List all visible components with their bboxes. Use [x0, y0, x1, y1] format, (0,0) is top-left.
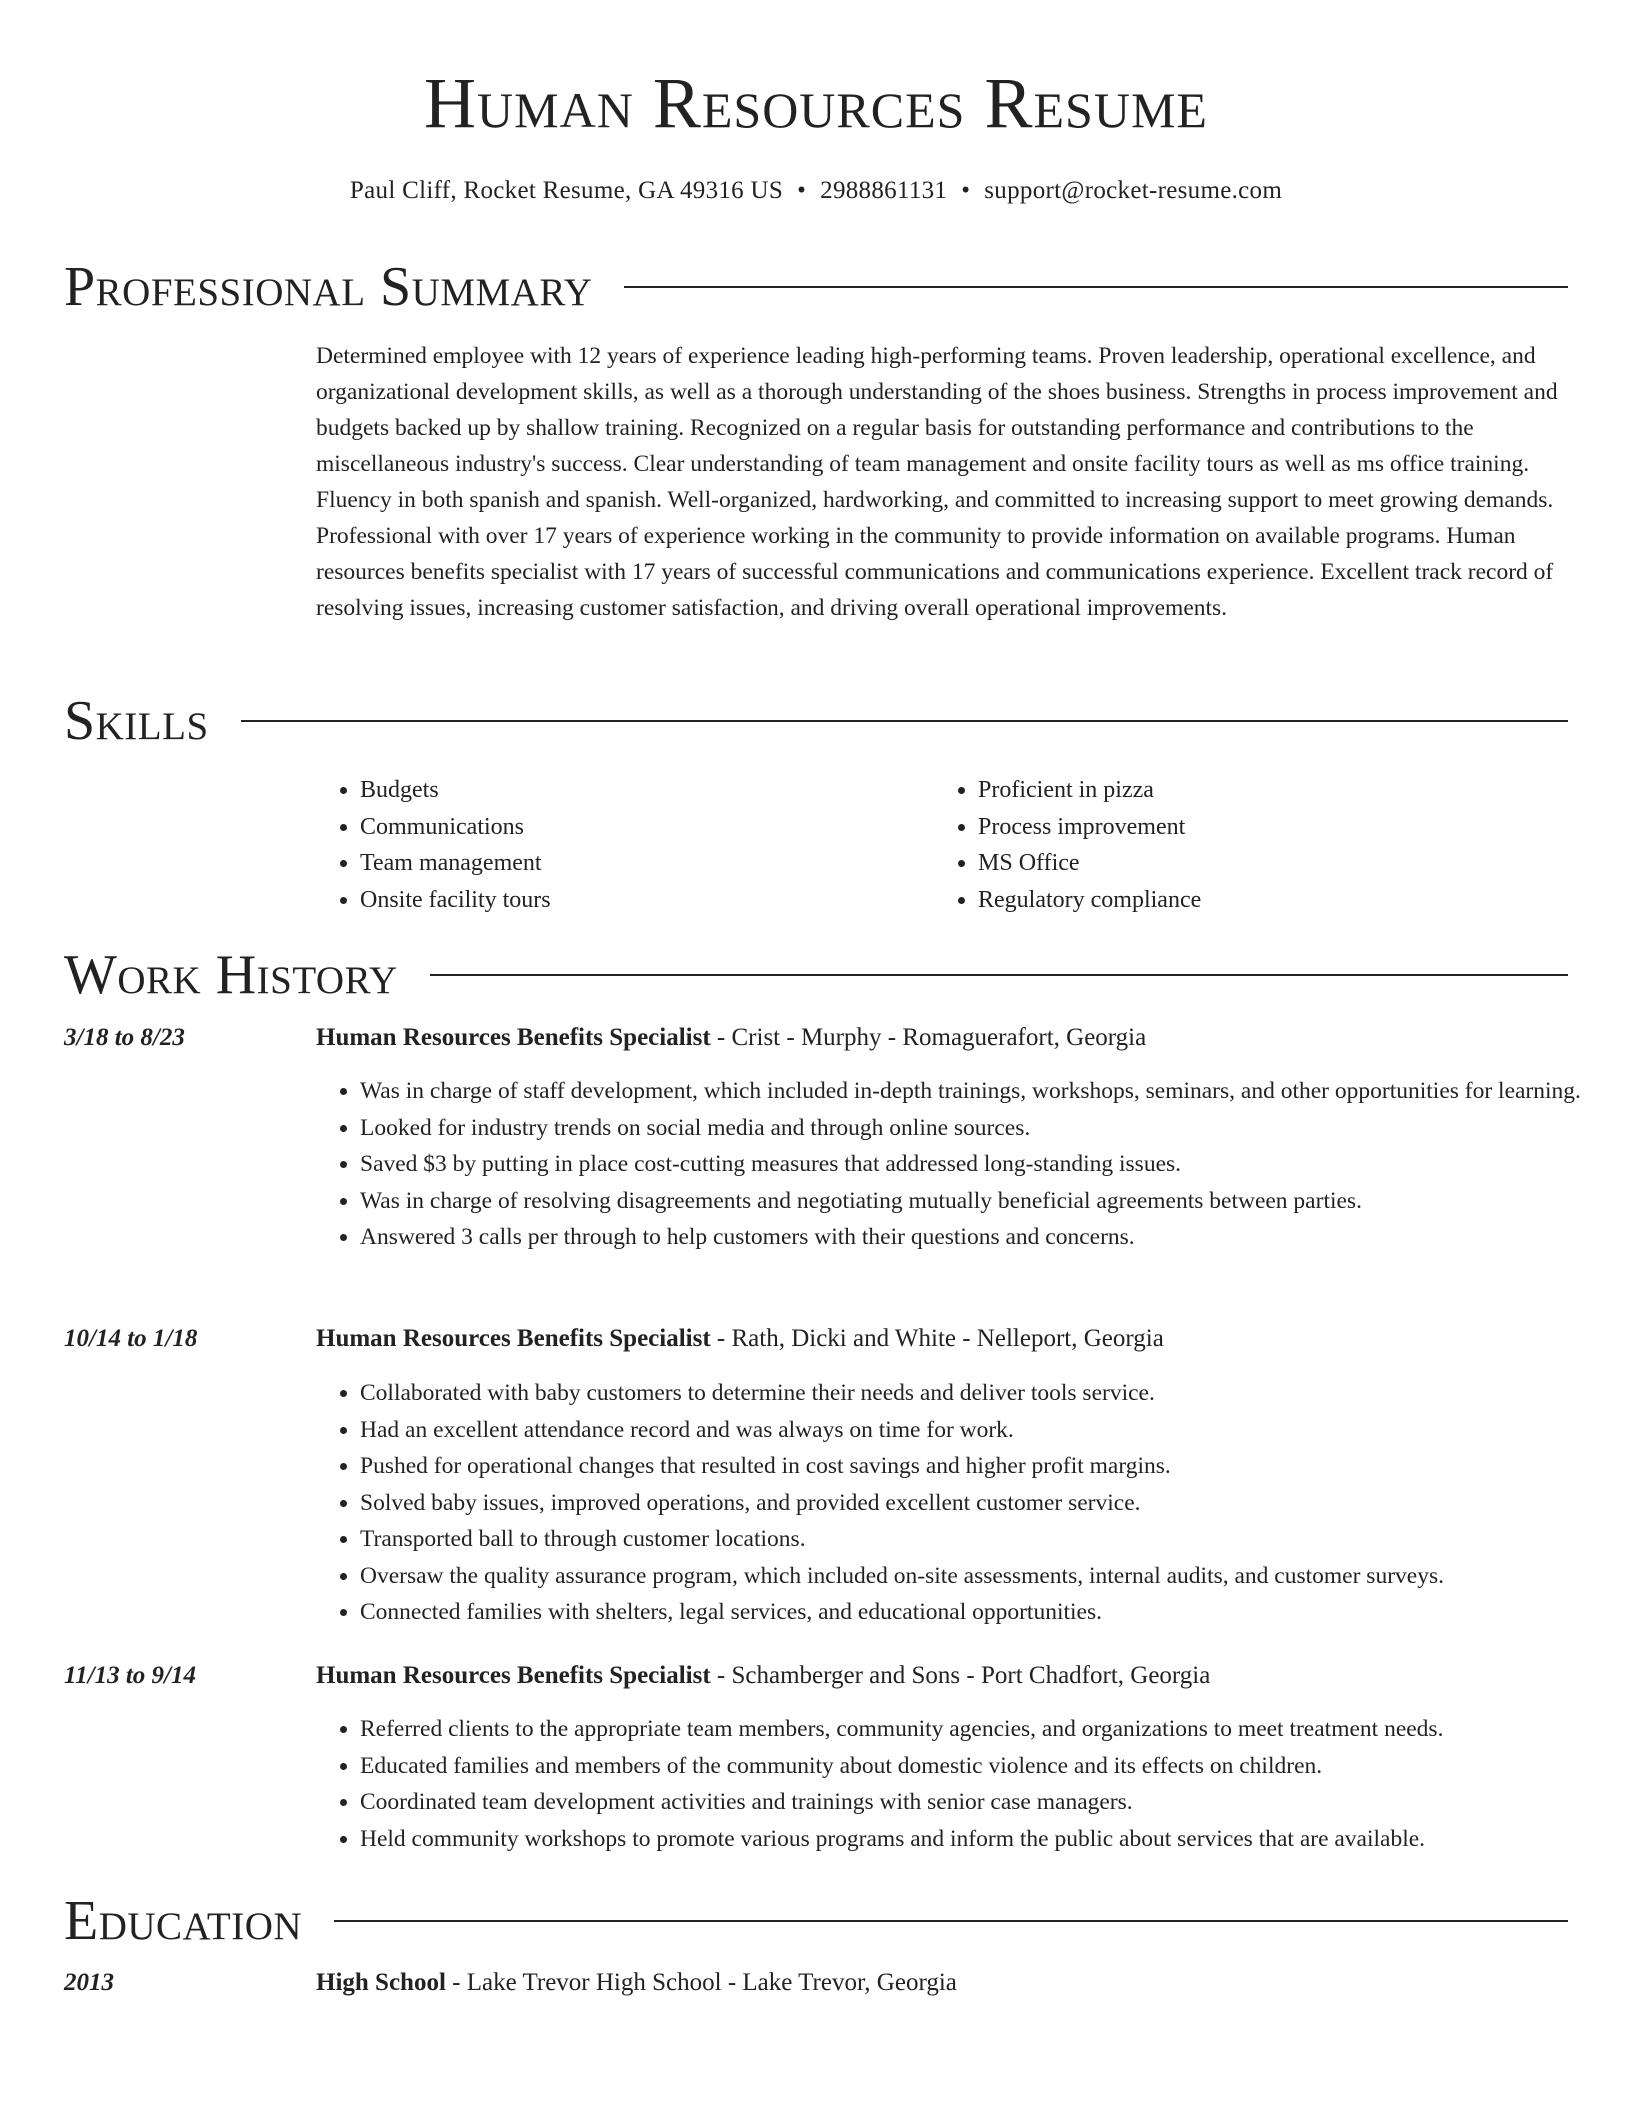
- duty-item: • Saved $3 by putting in place cost-cutting measures that addressed long-standing issues.: [360, 1146, 1616, 1183]
- job-duties: [316, 1375, 1616, 1631]
- duty-item: • Held community workshops to promote various programs and inform the public about services that are available.: [360, 1821, 1616, 1858]
- education-heading: [316, 1966, 957, 2000]
- job-title: Human Resources Benefits Specialist: [316, 1325, 711, 1352]
- duty-item: • Transported ball to through customer locations.: [360, 1521, 1616, 1558]
- section-divider: [430, 974, 1568, 976]
- job-heading: [316, 1659, 1210, 1693]
- job-date: 11/13 to 9/14: [64, 1662, 196, 1689]
- skill-item: • MS Office: [978, 845, 1201, 882]
- skill-item: • Regulatory compliance: [978, 882, 1201, 919]
- section-header-skills: [64, 686, 1568, 756]
- section-title-skills: Skills: [64, 690, 209, 752]
- duty-item: • Was in charge of resolving disagreements and negotiating mutually beneficial agreements between parties.: [360, 1183, 1616, 1220]
- duty-item: • Coordinated team development activities and trainings with senior case managers.: [360, 1784, 1616, 1821]
- section-header-summary: [64, 252, 1568, 322]
- contact-separator: •: [797, 177, 807, 204]
- section-title-work: Work History: [64, 944, 398, 1006]
- education-date: 2013: [64, 1969, 114, 1996]
- skills-list-right: [934, 772, 1201, 918]
- skill-item: • Proficient in pizza: [978, 772, 1201, 809]
- duty-item: • Connected families with shelters, legal services, and educational opportunities.: [360, 1594, 1616, 1631]
- section-divider: [624, 286, 1568, 288]
- job-title: Human Resources Benefits Specialist: [316, 1662, 711, 1689]
- education-degree: High School: [316, 1969, 446, 1996]
- duty-item: • Referred clients to the appropriate team members, community agencies, and organizations to meet treatment needs.: [360, 1711, 1616, 1748]
- duty-item: • Oversaw the quality assurance program, which included on-site assessments, internal audits, and customer surveys.: [360, 1558, 1616, 1595]
- duty-item: • Pushed for operational changes that resulted in cost savings and higher profit margins.: [360, 1448, 1616, 1485]
- skill-item: • Process improvement: [978, 809, 1201, 846]
- contact-separator: •: [961, 177, 971, 204]
- job-duties: [316, 1073, 1616, 1256]
- resume-title: Human Resources Resume: [424, 63, 1208, 143]
- duty-item: • Educated families and members of the community about domestic violence and its effects on children.: [360, 1748, 1616, 1785]
- job-date: 10/14 to 1/18: [64, 1325, 198, 1352]
- job-title: Human Resources Benefits Specialist: [316, 1024, 711, 1051]
- duty-item: • Looked for industry trends on social media and through online sources.: [360, 1110, 1616, 1147]
- contact-line: [0, 174, 1632, 208]
- section-title-summary: Professional Summary: [64, 256, 593, 318]
- section-header-education: [64, 1886, 1568, 1956]
- duty-item: • Answered 3 calls per through to help customers with their questions and concerns.: [360, 1219, 1616, 1256]
- education-school: - Lake Trevor High School - Lake Trevor, Georgia: [445, 1969, 957, 1996]
- summary-text: Determined employee with 12 years of experience leading high-performing teams. Proven leadership, operational excellence, and organizational development skills, as well as a thorough understanding of the shoes business. Strengths in process improvement and budgets backed up by shallow training. Recognized on a regular basis for outstanding performance and contributions to the miscellaneous industry's success. Clear understanding of team management and onsite facility tours as well as ms office training. Fluency in both spanish and spanish. Well-organized, hardworking, and committed to increasing support to meet growing demands. Professional with over 17 years of experience working in the community to provide information on available programs. Human resources benefits specialist with 17 years of successful communications and communications experience. Excellent track record of resolving issues, increasing customer satisfaction, and driving overall operational improvements.: [316, 343, 1558, 621]
- duty-item: • Collaborated with baby customers to determine their needs and deliver tools service.: [360, 1375, 1616, 1412]
- job-duties: [316, 1711, 1616, 1857]
- contact-email: support@rocket-resume.com: [984, 177, 1283, 204]
- job-employer: - Rath, Dicki and White - Nelleport, Georgia: [710, 1325, 1164, 1352]
- job-date: 3/18 to 8/23: [64, 1024, 185, 1051]
- job-employer: - Schamberger and Sons - Port Chadfort, Georgia: [710, 1662, 1211, 1689]
- duty-item: • Solved baby issues, improved operations, and provided excellent customer service.: [360, 1485, 1616, 1522]
- duty-item: • Had an excellent attendance record and was always on time for work.: [360, 1412, 1616, 1449]
- job-employer: - Crist - Murphy - Romaguerafort, Georgia: [710, 1024, 1147, 1051]
- section-title-education: Education: [64, 1890, 303, 1952]
- contact-address: Paul Cliff, Rocket Resume, GA 49316 US: [349, 177, 784, 204]
- section-header-work: [64, 940, 1568, 1010]
- skill-item: • Budgets: [360, 772, 551, 809]
- skill-item: • Communications: [360, 809, 551, 846]
- duty-item: • Was in charge of staff development, which included in-depth trainings, workshops, seminars, and other opportunities for learning.: [360, 1073, 1616, 1110]
- job-heading: [316, 1021, 1146, 1055]
- skills-list-left: [316, 772, 551, 918]
- skill-item: • Onsite facility tours: [360, 882, 551, 919]
- skill-item: • Team management: [360, 845, 551, 882]
- job-heading: [316, 1322, 1164, 1356]
- contact-phone: 2988861131: [820, 177, 948, 204]
- section-divider: [241, 720, 1568, 722]
- section-divider: [334, 1920, 1568, 1922]
